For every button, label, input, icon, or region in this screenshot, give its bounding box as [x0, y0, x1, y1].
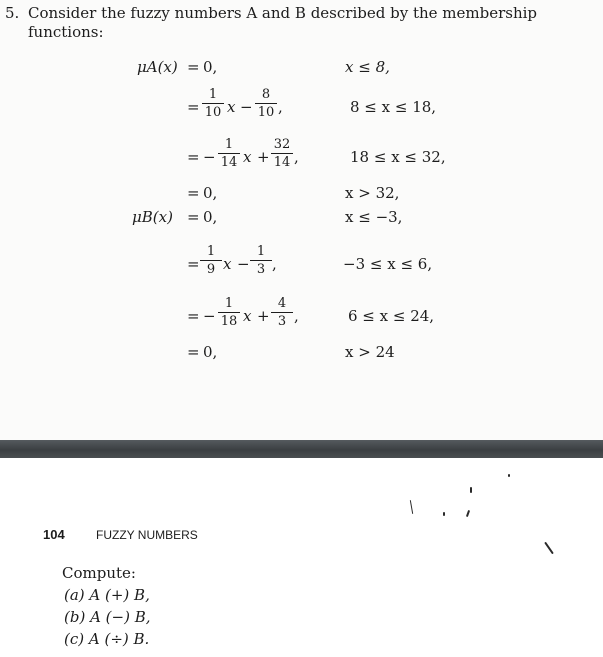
fraction: 32 14 [271, 138, 293, 170]
scan-speck [470, 487, 472, 493]
comma: , [278, 98, 283, 116]
problem-intro-cont: functions: [28, 23, 104, 41]
variable-x: x [243, 148, 252, 166]
equals-sign: = [187, 343, 200, 361]
equals-sign: = [187, 208, 200, 226]
condition-a4: x > 32, [345, 184, 400, 202]
compute-item-a: (a) A (+) B, [64, 586, 150, 604]
equals-sign: = [187, 98, 200, 116]
operator-minus: − [240, 98, 253, 116]
equals-sign: = [187, 255, 200, 273]
equals-sign: = [187, 307, 200, 325]
value-zero: 0, [203, 58, 218, 76]
condition-a3: 18 ≤ x ≤ 32, [350, 148, 446, 166]
condition-b4: x > 24 [345, 343, 395, 361]
page-number: 104 [43, 527, 65, 542]
comma: , [272, 255, 277, 273]
variable-x: x [243, 307, 252, 325]
fraction: 1 18 [218, 297, 240, 329]
operator-minus: − [237, 255, 250, 273]
operator-minus: − [203, 307, 216, 325]
compute-item-c: (c) A (÷) B. [64, 630, 150, 648]
mu-b-label: μB(x) [132, 208, 173, 226]
variable-x: x [227, 98, 236, 116]
operator-plus: + [257, 307, 270, 325]
compute-title: Compute: [62, 564, 136, 582]
equals-sign: = [187, 148, 200, 166]
comma: , [294, 307, 299, 325]
fraction: 8 10 [255, 88, 277, 120]
scan-speck [508, 474, 510, 477]
operator-plus: + [257, 148, 270, 166]
condition-a1: x ≤ 8, [345, 58, 390, 76]
value-zero: 0, [203, 184, 218, 202]
lower-page [0, 458, 603, 657]
condition-b2: −3 ≤ x ≤ 6, [343, 255, 433, 273]
fraction: 1 14 [218, 138, 240, 170]
compute-item-b: (b) A (−) B, [64, 608, 151, 626]
fraction: 1 10 [202, 88, 224, 120]
variable-x: x [223, 255, 232, 273]
running-head: FUZZY NUMBERS [96, 528, 198, 542]
condition-b3: 6 ≤ x ≤ 24, [348, 307, 435, 325]
equals-sign: = [187, 58, 200, 76]
page-divider [0, 440, 603, 458]
comma: , [294, 148, 299, 166]
value-zero: 0, [203, 208, 218, 226]
condition-b1: x ≤ −3, [345, 208, 403, 226]
value-zero: 0, [203, 343, 218, 361]
operator-minus: − [203, 148, 216, 166]
fraction: 1 9 [200, 245, 222, 277]
problem-number: 5. [5, 4, 20, 22]
fraction: 4 3 [271, 297, 293, 329]
scan-speck [443, 512, 445, 516]
condition-a2: 8 ≤ x ≤ 18, [350, 98, 437, 116]
equals-sign: = [187, 184, 200, 202]
mu-a-label: μA(x) [137, 58, 178, 76]
fraction: 1 3 [250, 245, 272, 277]
problem-intro: Consider the fuzzy numbers A and B described by the membership [28, 4, 538, 22]
